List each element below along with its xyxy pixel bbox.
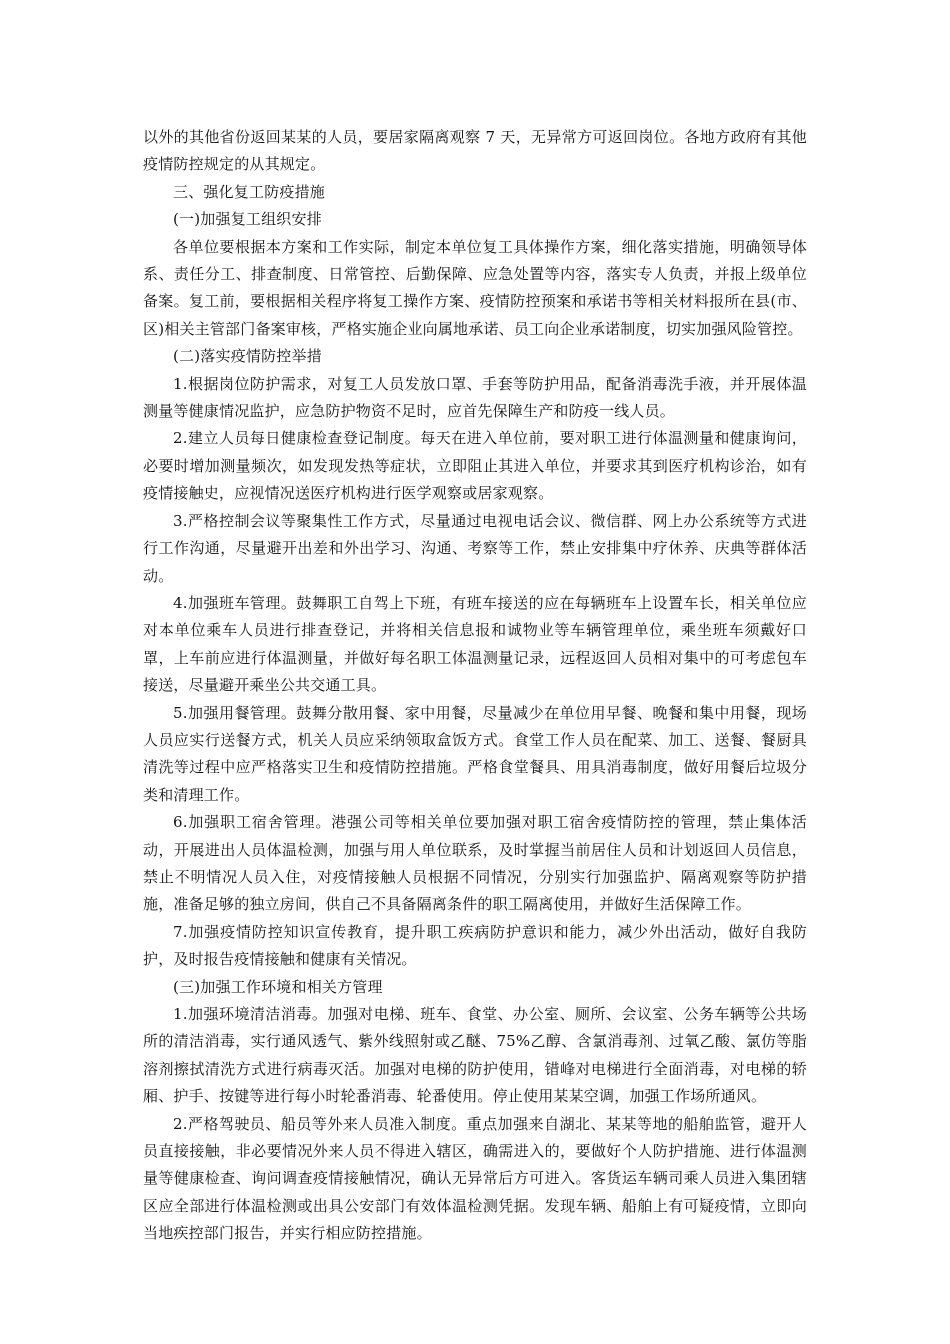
document-body <box>143 124 807 1248</box>
section-heading: 三、强化复工防疫措施 <box>173 182 326 201</box>
list-item: 5.加强用餐管理。鼓舞分散用餐、家中用餐，尽量减少在单位用早餐、晚餐和集中用餐，现场人员应实行送餐方式，机关人员应采纳领取盒饭方式。食堂工作人员在配菜、加工、送餐、餐厨具清洗等过程中应严格落实卫生和疫情防控措施。严格食堂餐具、用具消毒制度，做好用餐后垃圾分类和清理工作。 <box>143 703 807 804</box>
list-item: 1.根据岗位防护需求，对复工人员发放口罩、手套等防护用品，配备消毒洗手液，并开展体温测量等健康情况监护，应急防护物资不足时，应首先保障生产和防疫一线人员。 <box>143 374 807 421</box>
list-item: 7.加强疫情防控知识宣传教育，提升职工疾病防护意识和能力，减少外出活动，做好自我防护，及时报告疫情接触和健康有关情况。 <box>143 922 807 969</box>
list-item: 2.严格驾驶员、船员等外来人员准入制度。重点加强来自湖北、某某等地的船舶监管，避开人员直接接触，非必要情况外来人员不得进入辖区，确需进入的，要做好个人防护措施、进行体温测量等健康检查、询问调查疫情接触情况，确认无异常后方可进入。客货运车辆司乘人员进入集团辖区应全部进行体温检测或出具公安部门有效体温检测凭据。发现车辆、船舶上有可疑疫情，立即向当地疾控部门报告，并实行相应防控措施。 <box>143 1114 807 1243</box>
list-item: 4.加强班车管理。鼓舞职工自驾上下班，有班车接送的应在每辆班车上设置车长，相关单位应对本单位乘车人员进行排查登记，并将相关信息报和诚物业等车辆管理单位，乘坐班车须戴好口罩，上车前应进行体温测量，并做好每名职工体温测量记录，远程返回人员相对集中的可考虑包车接送，尽量避开乘坐公共交通工具。 <box>143 593 807 695</box>
list-item: 3.严格控制会议等聚集性工作方式，尽量通过电视电话会议、微信群、网上办公系统等方式进行工作沟通，尽量避开出差和外出学习、沟通、考察等工作，禁止安排集中疗休养、庆典等群体活动。 <box>143 511 807 585</box>
list-item: 1.加强环境清洁消毒。加强对电梯、班车、食堂、办公室、厕所、会议室、公务车辆等公共场所的清洁消毒，实行通风透气、紫外线照射或乙醚、75%乙醇、含氯消毒剂、过氧乙酸、氯仿等脂溶剂擦拭清洗方式进行病毒灭活。加强对电梯的防护使用，错峰对电梯进行全面消毒，对电梯的轿厢、护手、按键等进行每小时轮番消毒、轮番使用。停止使用某某空调，加强工作场所通风。 <box>143 1005 807 1106</box>
list-item: 2.建立人员每日健康检查登记制度。每天在进入单位前，要对职工进行体温测量和健康询问，必要时增加测量频次，如发现发热等症状，立即阻止其进入单位，并要求其到医疗机构诊治，如有疫情接触史，应视情况送医疗机构进行医学观察或居家观察。 <box>143 429 807 503</box>
list-item: 6.加强职工宿舍管理。港强公司等相关单位要加强对职工宿舍疫情防控的管理，禁止集体活动，开展进出人员体温检测，加强与用人单位联系，及时掌握当前居住人员和计划返回人员信息，禁止不明情况人员入住，对疫情接触人员根据不同情况，分别实行加强监护、隔离观察等防护措施，准备足够的独立房间，供自己不具备隔离条件的职工隔离使用，并做好生活保障工作。 <box>143 813 807 914</box>
subsection-heading: (三)加强工作环境和相关方管理 <box>173 977 383 996</box>
subsection-heading: (一)加强复工组织安排 <box>173 210 322 229</box>
subsection-heading: (二)落实疫情防控举措 <box>173 347 322 366</box>
paragraph-continuation: 以外的其他省份返回某某的人员，要居家隔离观察 7 天，无异常方可返回岗位。各地方政府有其他疫情防控规定的从其规定。 <box>143 128 807 174</box>
paragraph: 各单位要根据本方案和工作实际，制定本单位复工具体操作方案，细化落实措施，明确领导体系、责任分工、排查制度、日常管控、后勤保障、应急处置等内容，落实专人负责，并报上级单位备案。复工前，要根据相关程序将复工操作方案、疫情防控预案和承诺书等相关材料报所在县(市、区)相关主管部门备案审核，严格实施企业向属地承诺、员工向企业承诺制度，切实加强风险管控。 <box>143 237 807 338</box>
